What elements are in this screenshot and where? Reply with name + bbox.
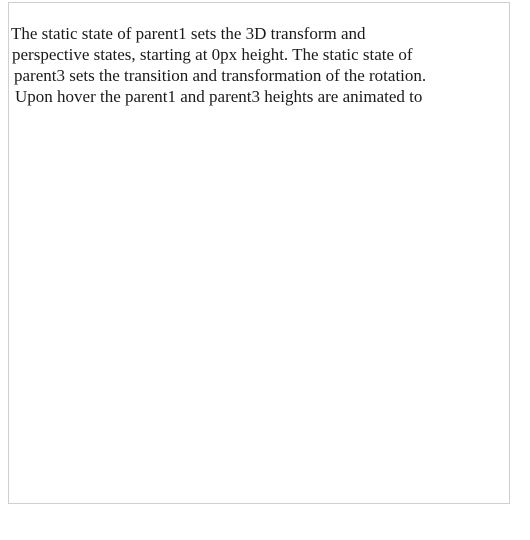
text-line-3: parent3 sets the transition and transformation of the rotation. — [14, 66, 427, 85]
text-line-4: Upon hover the parent1 and parent3 heights are animated to — [15, 87, 423, 106]
description-text — [10, 23, 506, 106]
text-line-1: The static state of parent1 sets the 3D transform and — [11, 24, 366, 43]
content-frame — [8, 2, 510, 504]
text-line-2: perspective states, starting at 0px height. The static state of — [12, 45, 413, 64]
